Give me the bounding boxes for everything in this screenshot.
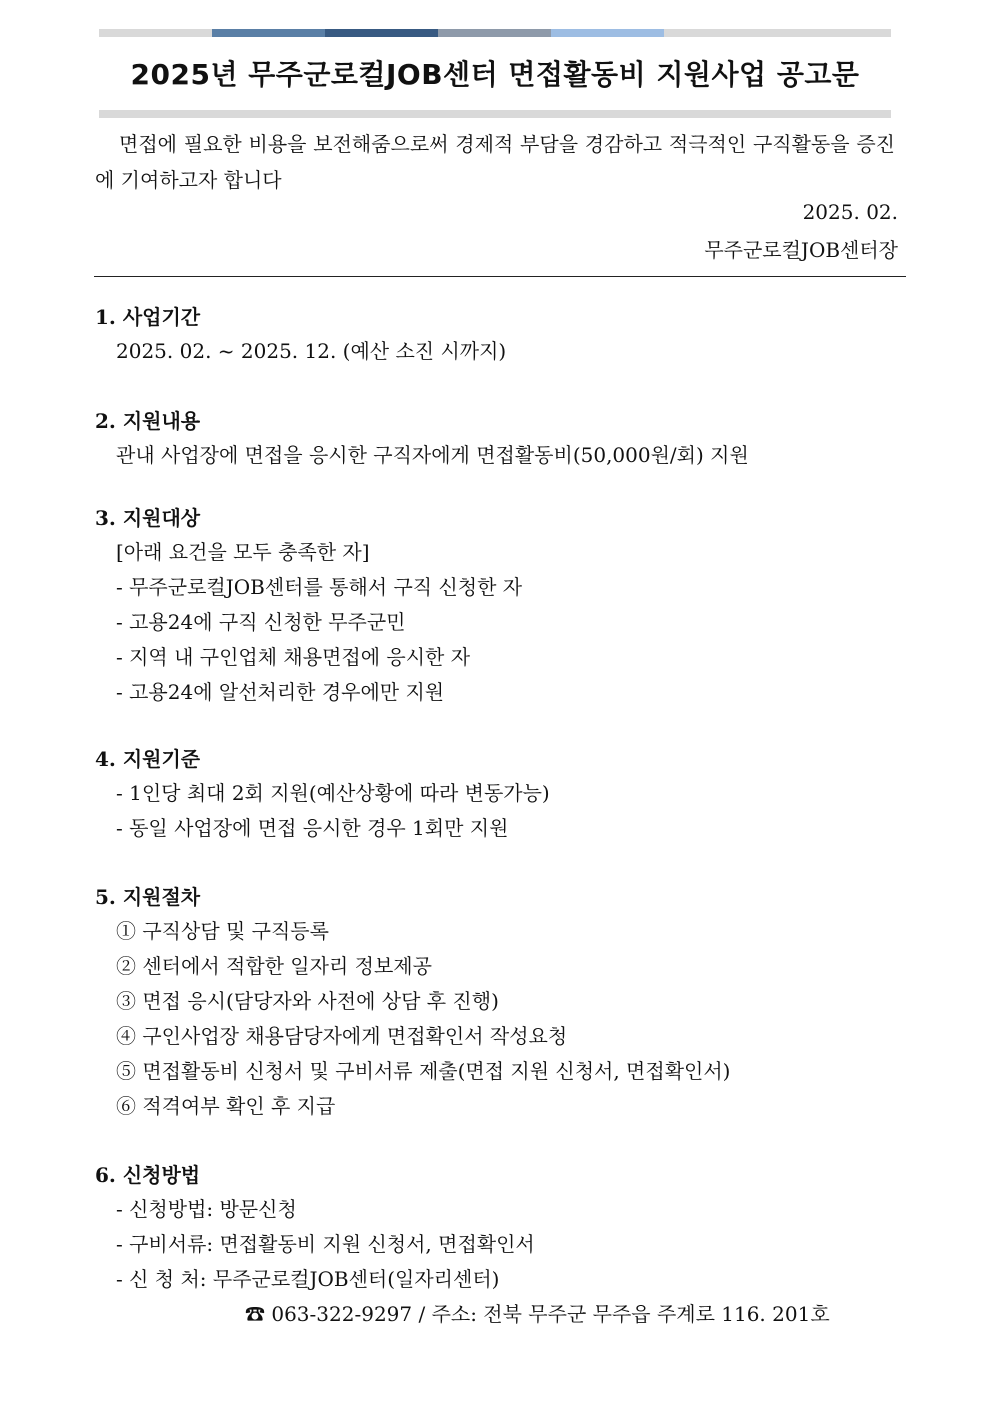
header-bar-segment <box>664 29 891 37</box>
header-bar-bottom <box>99 110 891 118</box>
section-line: - 동일 사업장에 면접 응시한 경우 1회만 지원 <box>116 816 509 840</box>
section-line: 2025. 02. ~ 2025. 12. (예산 소진 시까지) <box>116 339 507 363</box>
section-line: ① 구직상담 및 구직등록 <box>116 919 329 943</box>
section-procedure <box>95 880 915 1124</box>
section-line: ③ 면접 응시(담당자와 사전에 상담 후 진행) <box>116 989 499 1013</box>
header-bar-top <box>99 29 891 37</box>
section-line: - 지역 내 구인업체 채용면접에 응시한 자 <box>116 645 471 669</box>
header-bar-segment <box>212 29 325 37</box>
section-target <box>95 501 915 710</box>
section-line: ④ 구인사업장 채용담당자에게 면접확인서 작성요청 <box>116 1024 568 1048</box>
issuer-name: 무주군로컬JOB센터장 <box>704 238 898 262</box>
section-heading: 4. 지원기준 <box>95 747 201 771</box>
section-line: ⑥ 적격여부 확인 후 지급 <box>116 1094 336 1118</box>
section-line: [아래 요건을 모두 충족한 자] <box>116 540 370 564</box>
section-line: - 고용24에 알선처리한 경우에만 지원 <box>116 680 445 704</box>
header-bar-segment <box>325 29 438 37</box>
section-line: ⑤ 면접활동비 신청서 및 구비서류 제출(면접 지원 신청서, 면접확인서) <box>116 1059 731 1083</box>
intro-paragraph <box>95 126 895 198</box>
section-line: - 신 청 처: 무주군로컬JOB센터(일자리센터) <box>116 1267 500 1291</box>
section-line: - 고용24에 구직 신청한 무주군민 <box>116 610 406 634</box>
section-content <box>95 404 915 473</box>
header-bar-segment <box>551 29 664 37</box>
section-heading: 3. 지원대상 <box>95 506 201 530</box>
section-heading: 2. 지원내용 <box>95 409 201 433</box>
section-line: - 1인당 최대 2회 지원(예산상황에 따라 변동가능) <box>116 781 550 805</box>
section-line: - 신청방법: 방문신청 <box>116 1197 297 1221</box>
section-heading: 5. 지원절차 <box>95 885 201 909</box>
section-line: - 무주군로컬JOB센터를 통해서 구직 신청한 자 <box>116 575 523 599</box>
section-line: - 구비서류: 면접활동비 지원 신청서, 면접확인서 <box>116 1232 535 1256</box>
section-period <box>95 300 915 369</box>
section-application <box>95 1158 915 1297</box>
header-bar-segment <box>99 29 212 37</box>
page-title: 2025년 무주군로컬JOB센터 면접활동비 지원사업 공고문 <box>130 58 860 91</box>
divider <box>94 276 906 277</box>
section-heading: 1. 사업기간 <box>95 305 201 329</box>
section-line: ② 센터에서 적합한 일자리 정보제공 <box>116 954 432 978</box>
contact-info: ☎ 063-322-9297 / 주소: 전북 무주군 무주읍 주계로 116. 201호 <box>245 1302 830 1326</box>
notice-date: 2025. 02. <box>802 200 898 224</box>
header-bar-segment <box>438 29 551 37</box>
section-heading: 6. 신청방법 <box>95 1163 201 1187</box>
intro-text: 면접에 필요한 비용을 보전해줌으로써 경제적 부담을 경감하고 적극적인 구직활동을 증진에 기여하고자 합니다 <box>95 132 895 192</box>
section-criteria <box>95 742 915 846</box>
section-line: 관내 사업장에 면접을 응시한 구직자에게 면접활동비(50,000원/회) 지원 <box>116 443 749 467</box>
